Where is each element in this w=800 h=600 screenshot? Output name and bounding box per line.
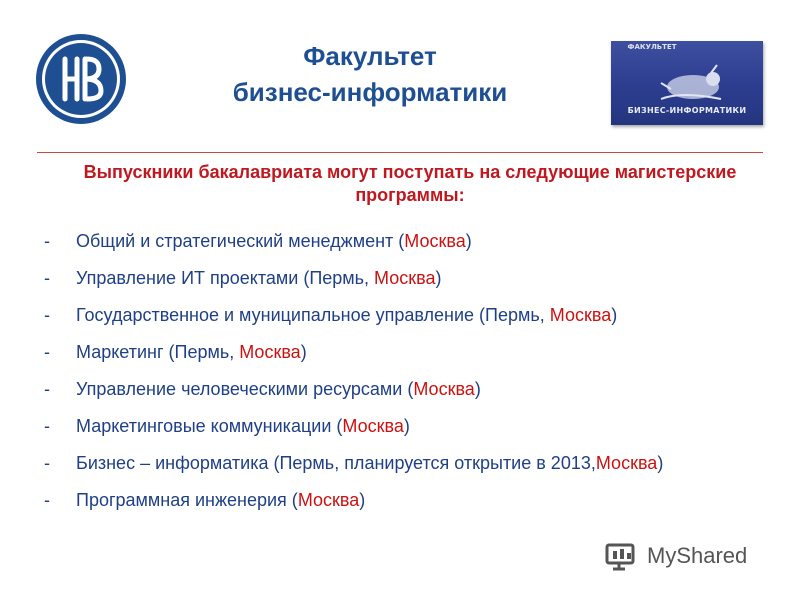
bullet-dash: - [44,268,50,288]
myshared-icon [605,541,641,571]
program-list [44,230,764,526]
page-title [150,38,590,110]
bullet-dash: - [44,490,50,510]
watermark-text: MyShared [647,543,748,568]
program-close: ) [435,268,442,288]
city-moscow: Москва [297,490,360,510]
bullet-dash: - [44,342,50,362]
title-line-1: Факультет [303,41,437,71]
header-divider [37,152,763,153]
program-close: ) [657,453,664,473]
list-item [44,452,764,475]
section-heading: Выпускники бакалавриата могут поступать на следующие магистерские программы: [83,162,737,205]
list-item [44,341,764,364]
bullet-dash: - [44,453,50,473]
list-item [44,267,764,290]
program-close: ) [474,379,481,399]
list-item [44,415,764,438]
program-close: ) [611,305,618,325]
bullet-dash: - [44,305,50,325]
city-moscow: Москва [413,379,475,399]
bullet-dash: - [44,379,50,399]
program-close: ) [359,490,366,510]
myshared-watermark [605,539,747,573]
city-moscow: Москва [374,268,436,288]
hse-logo [35,33,127,125]
program-name: Бизнес – информатика (Пермь, планируется открытие в 2013, [76,453,596,473]
list-item [44,489,764,512]
city-moscow: Москва [404,231,466,251]
program-name: Государственное и муниципальное управление (Пермь, [76,305,550,325]
program-close: ) [403,416,410,436]
program-close: ) [465,231,472,251]
city-moscow: Москва [549,305,612,325]
program-name: Общий и стратегический менеджмент ( [76,231,405,251]
title-line-2: бизнес-информатики [232,77,508,107]
faculty-card-image [611,41,763,125]
card-illustration [651,59,731,109]
list-item [44,378,764,401]
bullet-dash: - [44,416,50,436]
card-top-text: ФАКУЛЬТЕТ [627,43,677,51]
list-item [44,304,764,327]
city-moscow: Москва [595,453,658,473]
program-name: Управление человеческими ресурсами ( [76,379,414,399]
city-moscow: Москва [342,416,404,436]
program-name: Программная инженерия ( [76,490,298,510]
card-bottom-text: БИЗНЕС-ИНФОРМАТИКИ [627,106,747,115]
bullet-dash: - [44,231,50,251]
program-name: Управление ИТ проектами (Пермь, [76,268,375,288]
program-name: Маркетинговые коммуникации ( [76,416,343,436]
program-close: ) [300,342,307,362]
list-item [44,230,764,253]
program-name: Маркетинг (Пермь, [76,342,240,362]
city-moscow: Москва [239,342,301,362]
